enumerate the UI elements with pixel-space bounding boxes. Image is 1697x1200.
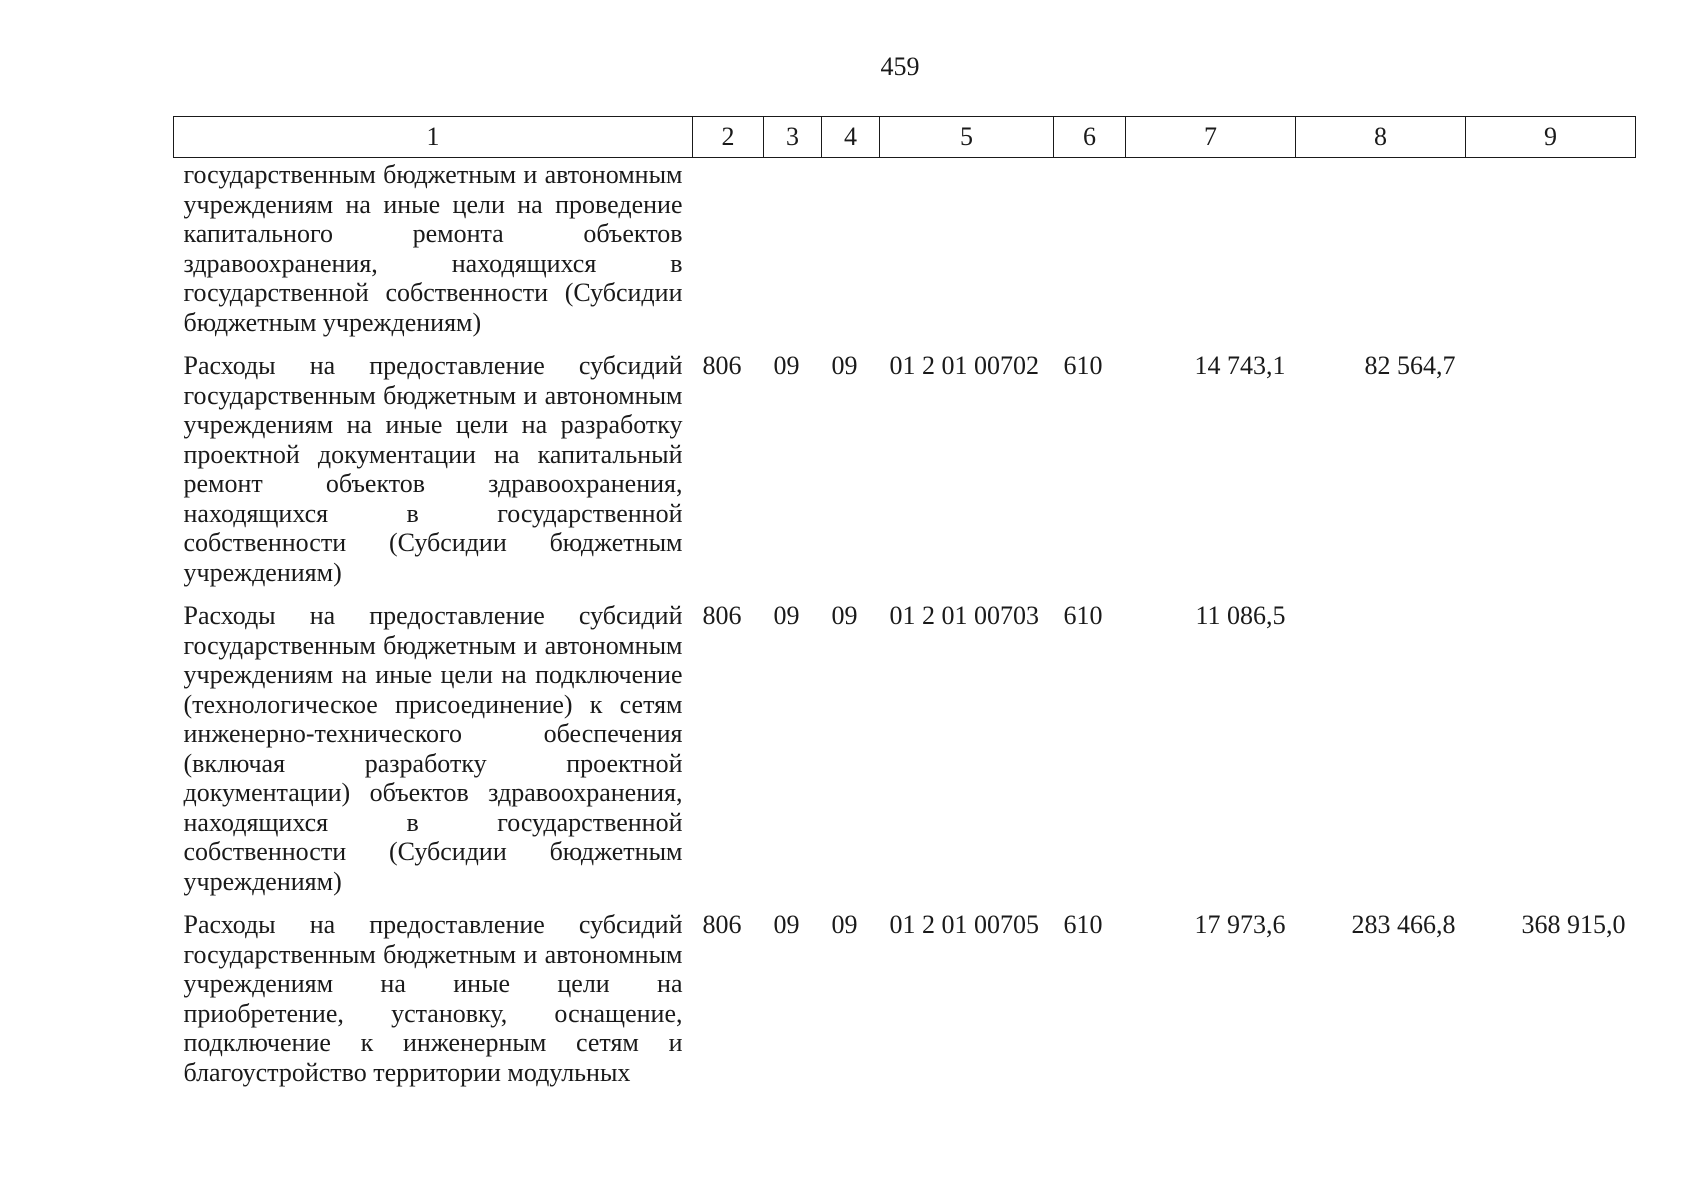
cell-subsection: 09 (831, 601, 858, 630)
table-row (174, 158, 1636, 352)
row-description: Расходы на предоставление субсидий государственным бюджетным и автономным учреждениям на иные цели на подключение (технологическое присоединение) к сетям инженерно-технического обеспечения (включая разработку проектной документации) объектов здравоохранения, находящихся в государственной собственности (Субсидии бюджетным учреждениям) (183, 601, 683, 896)
cell-expense-type: 610 (1063, 601, 1103, 630)
row-description: Расходы на предоставление субсидий государственным бюджетным и автономным учреждениям на иные цели на приобретение, установку, оснащение, подключение к инженерным сетям и благоустройство территории модульных (183, 910, 683, 1087)
column-header-3: 3 (764, 117, 822, 158)
cell-section: 09 (773, 601, 800, 630)
table-row (174, 910, 1636, 1101)
header-row (174, 117, 1636, 158)
cell-target-article: 01 2 01 00703 (889, 601, 1039, 630)
column-header-5: 5 (880, 117, 1054, 158)
row-description: государственным бюджетным и автономным учреждениям на иные цели на проведение капитального ремонта объектов здравоохранения, находящихся в государственной собственности (Субсидии бюджетным учреждениям) (183, 160, 683, 337)
table-row (174, 601, 1636, 910)
table-body (174, 158, 1636, 1102)
cell-amount-8 (1296, 158, 1466, 352)
column-header-2: 2 (693, 117, 764, 158)
cell-amount-9 (1466, 601, 1636, 910)
table-row (174, 351, 1636, 601)
column-header-9: 9 (1466, 117, 1636, 158)
column-header-7: 7 (1126, 117, 1296, 158)
cell-target-article (880, 158, 1054, 352)
cell-amount-7: 11 086,5 (1195, 601, 1286, 630)
cell-amount-9 (1466, 351, 1636, 601)
cell-amount-8 (1296, 601, 1466, 910)
cell-expense-type (1054, 158, 1126, 352)
page-number: 459 (880, 52, 920, 81)
column-header-1: 1 (174, 117, 693, 158)
cell-subsection (822, 158, 880, 352)
cell-amount-7 (1126, 158, 1296, 352)
cell-expense-type: 610 (1063, 351, 1103, 380)
cell-amount-7: 14 743,1 (1194, 351, 1286, 380)
cell-section: 09 (773, 351, 800, 380)
column-header-6: 6 (1054, 117, 1126, 158)
column-header-4: 4 (822, 117, 880, 158)
cell-ministry-code (693, 158, 764, 352)
table-header (174, 117, 1636, 158)
cell-section: 09 (773, 910, 800, 939)
cell-ministry-code: 806 (702, 601, 742, 630)
cell-ministry-code: 806 (702, 351, 742, 380)
cell-amount-9 (1466, 158, 1636, 352)
cell-amount-8: 82 564,7 (1364, 351, 1456, 380)
budget-table (173, 116, 1636, 1101)
cell-amount-8: 283 466,8 (1351, 910, 1456, 939)
column-header-8: 8 (1296, 117, 1466, 158)
cell-section (764, 158, 822, 352)
cell-subsection: 09 (831, 910, 858, 939)
cell-expense-type: 610 (1063, 910, 1103, 939)
cell-target-article: 01 2 01 00702 (889, 351, 1039, 380)
cell-subsection: 09 (831, 351, 858, 380)
row-description: Расходы на предоставление субсидий государственным бюджетным и автономным учреждениям на иные цели на разработку проектной документации на капитальный ремонт объектов здравоохранения, находящихся в государственной собственности (Субсидии бюджетным учреждениям) (183, 351, 683, 587)
cell-amount-9: 368 915,0 (1521, 910, 1626, 939)
cell-ministry-code: 806 (702, 910, 742, 939)
cell-target-article: 01 2 01 00705 (889, 910, 1039, 939)
cell-amount-7: 17 973,6 (1194, 910, 1286, 939)
